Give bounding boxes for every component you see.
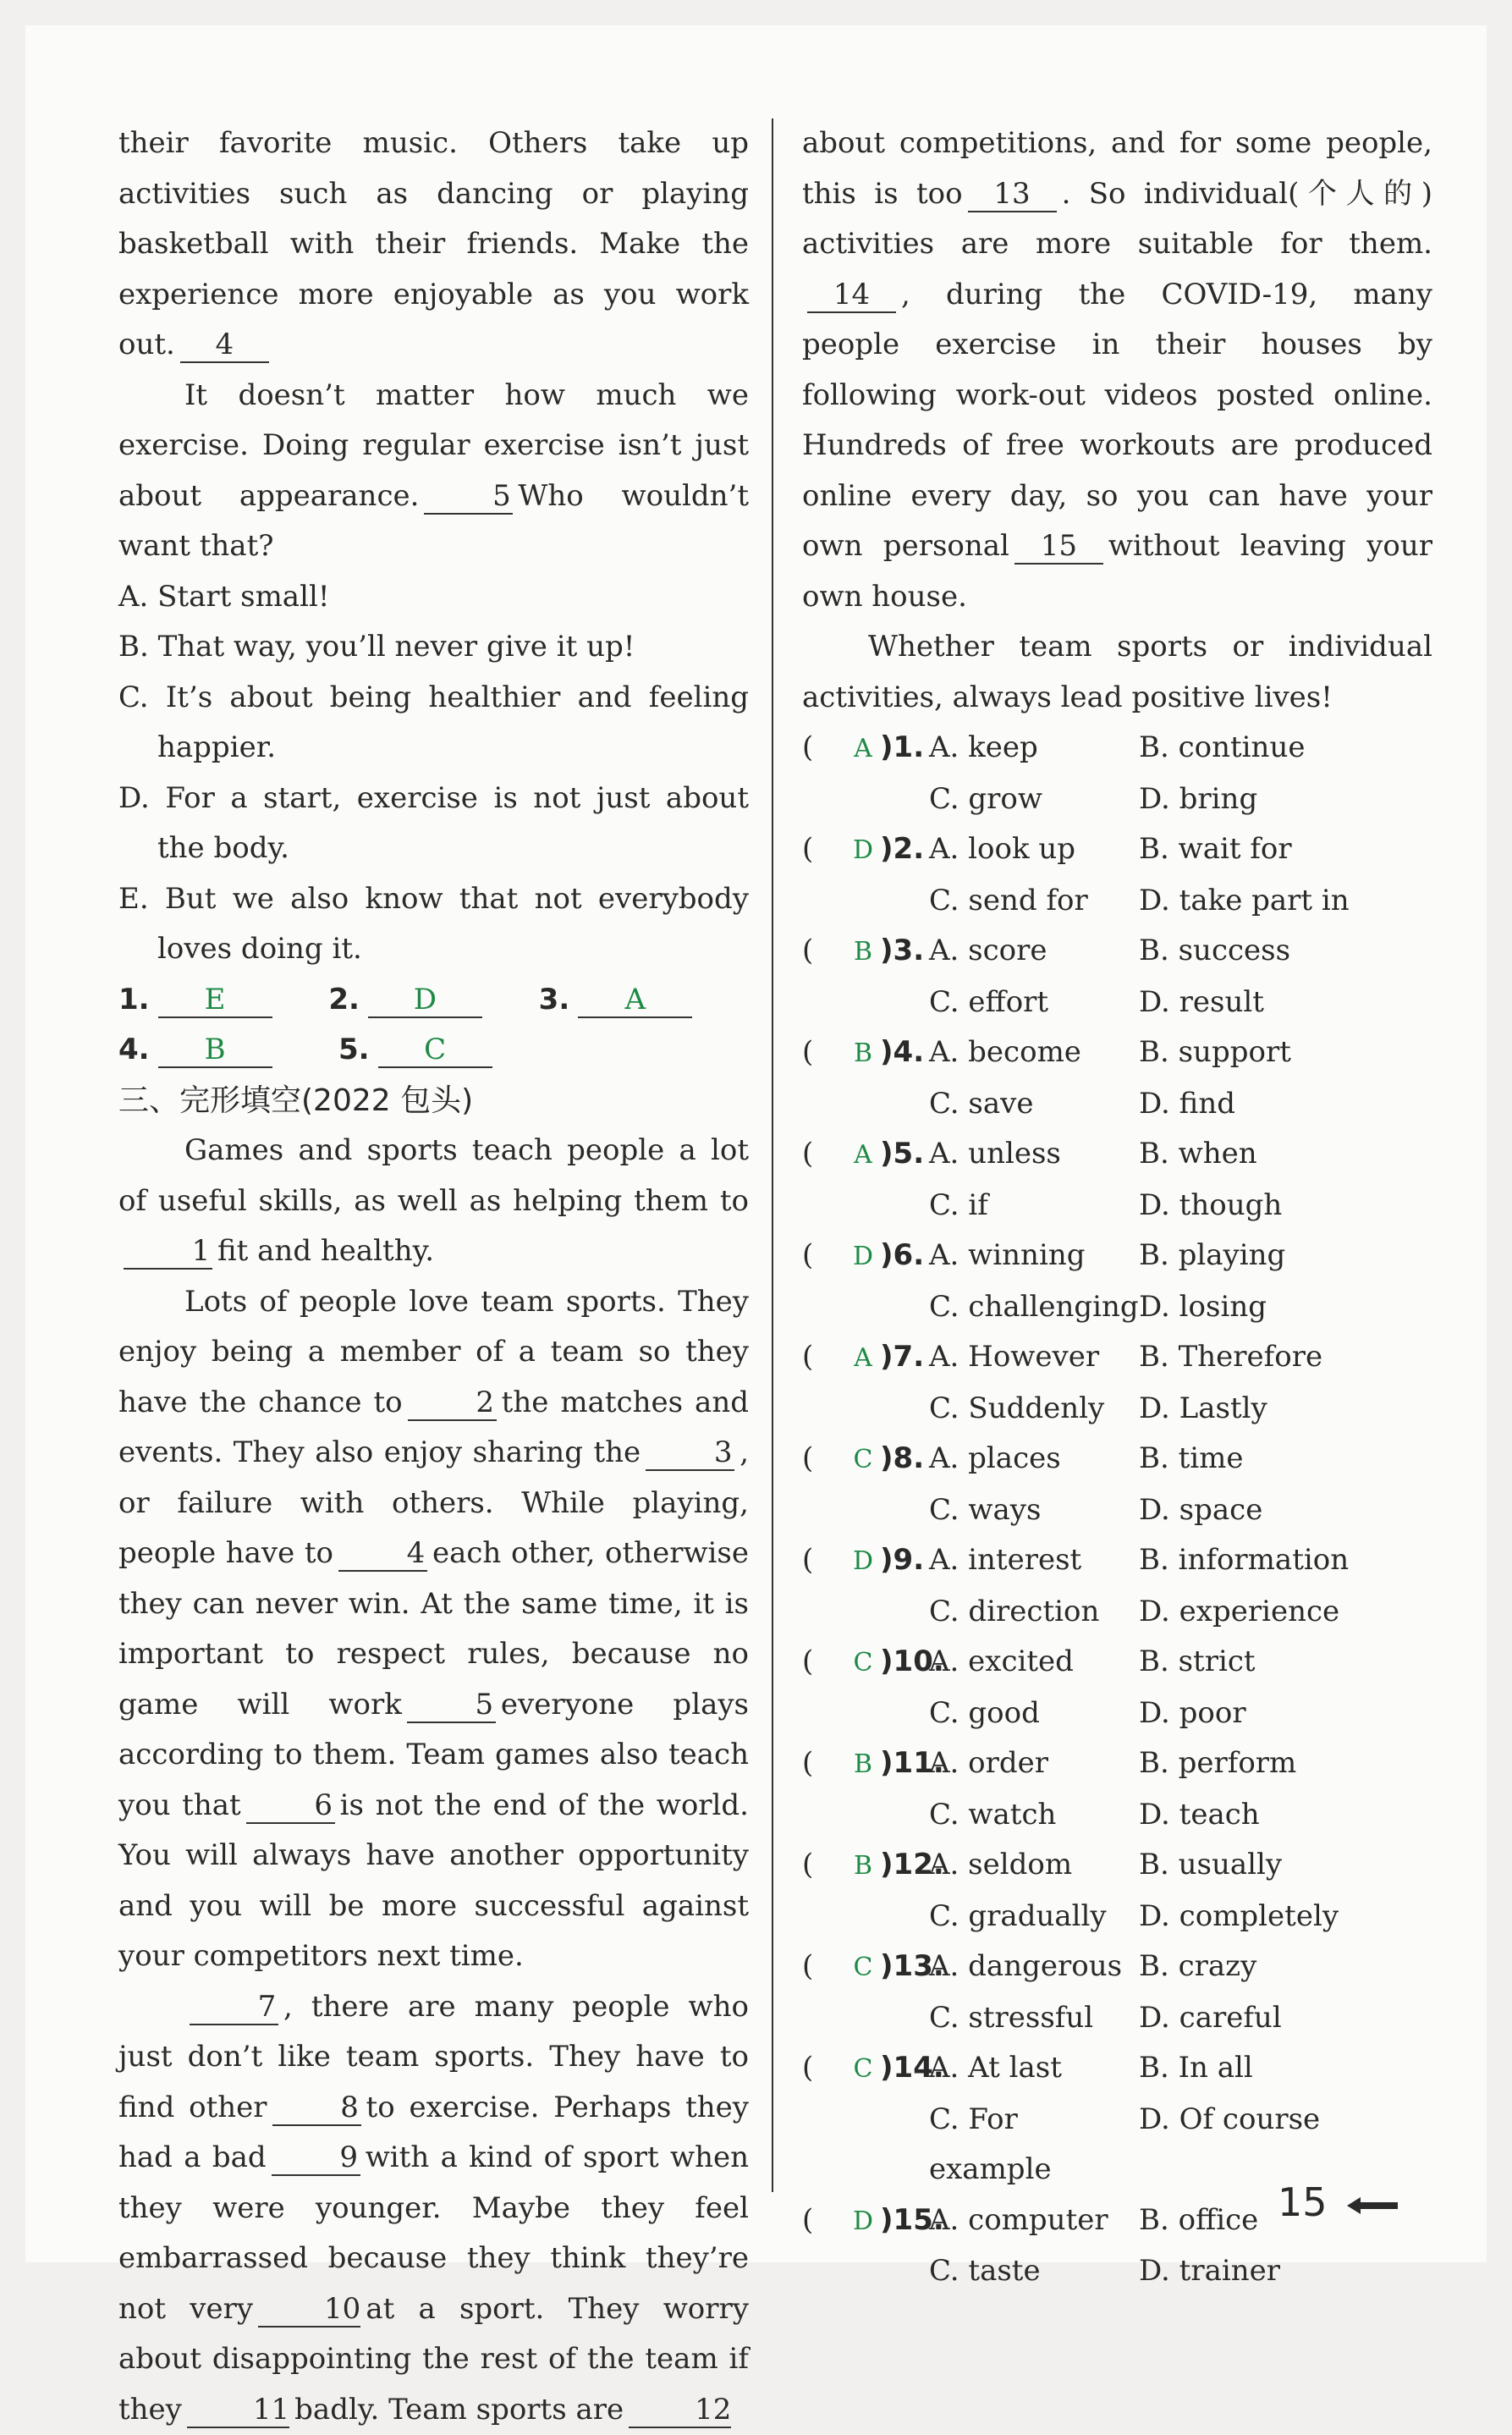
text: Lots of people love team sports. They enjoy being a member of a team so they have the chance to — [118, 1285, 749, 1419]
question-answer: B — [846, 1739, 880, 1790]
question-number — [880, 2043, 929, 2094]
question-row — [802, 1942, 1432, 1993]
paren-open: ( — [802, 1840, 846, 1891]
paren-open: ( — [802, 1129, 846, 1180]
question-row — [802, 1790, 1432, 1841]
choice-d: D. experience — [1139, 1587, 1432, 1638]
question-row — [802, 774, 1432, 825]
blank: 8 — [272, 2091, 361, 2126]
answer-cell — [338, 1025, 558, 1076]
choice-a: A. At last — [929, 2043, 1139, 2094]
question-number — [880, 1535, 929, 1586]
choice-b: B. strict — [1139, 1637, 1432, 1688]
question-row — [802, 926, 1432, 978]
text: . So individual(个人的) activities are more suitable for them. — [802, 177, 1432, 262]
choice-c: C. Suddenly — [929, 1384, 1139, 1435]
question-row — [802, 1587, 1432, 1638]
question-row — [802, 1993, 1432, 2044]
choice-c: C. save — [929, 1079, 1139, 1130]
number-text: 5. — [893, 1137, 925, 1171]
option-item: E. But we also know that not everybody loves doing it. — [118, 874, 749, 975]
choice-b: B. when — [1139, 1129, 1432, 1180]
choice-d: D. though — [1139, 1181, 1432, 1231]
question-answer: D — [846, 1231, 880, 1282]
choice-a: A. keep — [929, 723, 1139, 774]
choice-c: C. good — [929, 1689, 1139, 1739]
question-row — [802, 876, 1432, 927]
text: , during the COVID-19, many people exercise in their houses by following work-out videos posted online. Hundreds of free workouts are produced online every day, so you can have your own personal — [802, 278, 1432, 564]
question-number — [880, 1231, 929, 1281]
number-text: 4. — [893, 1035, 925, 1069]
blank: 1 — [124, 1234, 212, 1270]
question-row — [802, 1840, 1432, 1892]
question-row — [802, 723, 1432, 774]
paren-close: ) — [880, 1137, 893, 1171]
choice-c: C. effort — [929, 978, 1139, 1028]
option-item: D. For a start, exercise is not just about the body. — [118, 774, 749, 874]
choice-a: A. order — [929, 1738, 1139, 1789]
choice-a: A. look up — [929, 824, 1139, 875]
question-number — [880, 824, 929, 875]
question-row — [802, 1332, 1432, 1384]
section-title: 三、完形填空(2022 包头) — [118, 1076, 749, 1127]
page-number: 15 — [1278, 2179, 1328, 2225]
number-text: 11. — [893, 1746, 944, 1780]
choice-c: C. For example — [929, 2095, 1139, 2195]
question-row — [802, 2246, 1432, 2297]
choice-d: D. trainer — [1139, 2246, 1432, 2297]
paren-close: ) — [880, 1238, 893, 1272]
answer-cell — [328, 975, 538, 1026]
paren-close: ) — [880, 2051, 893, 2085]
text: Who wouldn’t want that? — [118, 479, 749, 564]
paren-open: ( — [802, 1332, 846, 1383]
number-text: 1. — [893, 730, 925, 764]
question-answer: B — [846, 1028, 880, 1079]
question-row — [802, 1231, 1432, 1282]
choice-b: B. office — [1139, 2195, 1432, 2246]
choice-d: D. losing — [1139, 1282, 1432, 1333]
number-text: 7. — [893, 1340, 925, 1374]
question-list — [802, 723, 1432, 2297]
choice-b: B. crazy — [1139, 1942, 1432, 1992]
choice-a: A. interest — [929, 1535, 1139, 1586]
choice-b: B. wait for — [1139, 824, 1432, 875]
question-number — [880, 1637, 929, 1688]
choice-b: B. continue — [1139, 723, 1432, 774]
question-number — [880, 1942, 929, 1992]
paren-close: ) — [880, 1035, 893, 1069]
question-number — [880, 1027, 929, 1078]
text: the matches and events. They also enjoy sharing the — [118, 1386, 749, 1470]
paren-close: ) — [880, 2203, 893, 2237]
question-number — [880, 1738, 929, 1789]
text: about competitions, and for some people, this is too — [802, 126, 1432, 211]
choice-d: D. bring — [1139, 774, 1432, 825]
choice-a: A. score — [929, 926, 1139, 977]
question-row — [802, 1535, 1432, 1587]
paren-close: ) — [880, 1746, 893, 1780]
blank: 9 — [272, 2140, 360, 2176]
blank: 2 — [408, 1386, 497, 1421]
blank: 10 — [258, 2292, 360, 2328]
question-answer: D — [846, 825, 880, 876]
question-row — [802, 1079, 1432, 1130]
question-number — [880, 1332, 929, 1383]
text: , or failure with others. While playing, people have to — [118, 1435, 749, 1570]
paren-close: ) — [880, 1543, 893, 1577]
blank: 13 — [968, 177, 1057, 212]
question-row — [802, 1689, 1432, 1739]
paren-close: ) — [880, 1644, 893, 1678]
answer-number: 4. — [118, 1025, 150, 1076]
question-row — [802, 1384, 1432, 1435]
answer-cell — [118, 1025, 338, 1076]
choice-a: A. unless — [929, 1129, 1139, 1180]
blank: 6 — [246, 1788, 335, 1824]
text: without leaving your own house. — [802, 529, 1432, 614]
choice-c: C. ways — [929, 1485, 1139, 1536]
choice-c: C. stressful — [929, 1993, 1139, 2044]
paren-open: ( — [802, 1738, 846, 1789]
paren-open: ( — [802, 2043, 846, 2094]
number-text: 9. — [893, 1543, 925, 1577]
paren-close: ) — [880, 1441, 893, 1475]
paren-open: ( — [802, 824, 846, 875]
question-row — [802, 1282, 1432, 1333]
choice-a: A. become — [929, 1027, 1139, 1078]
choice-d: D. find — [1139, 1079, 1432, 1130]
option-list — [118, 572, 749, 975]
question-number — [880, 2195, 929, 2246]
number-text: 13. — [893, 1949, 944, 1983]
option-item: B. That way, you’ll never give it up! — [118, 622, 749, 673]
choice-c: C. grow — [929, 774, 1139, 825]
question-number — [880, 1434, 929, 1485]
choice-c: C. watch — [929, 1790, 1139, 1841]
question-row — [802, 2195, 1432, 2247]
text: It doesn’t matter how much we exercise. Doing regular exercise isn’t just about appearance. — [118, 378, 749, 513]
answer-value: B — [158, 1033, 272, 1068]
choice-a: A. seldom — [929, 1840, 1139, 1891]
answer-number: 1. — [118, 975, 150, 1026]
number-text: 15. — [893, 2203, 944, 2237]
paren-close: ) — [880, 934, 893, 967]
choice-b: B. success — [1139, 926, 1432, 977]
paren-close: ) — [880, 730, 893, 764]
question-row — [802, 978, 1432, 1028]
text: fit and healthy. — [217, 1234, 434, 1268]
paren-open: ( — [802, 1434, 846, 1485]
question-row — [802, 1738, 1432, 1790]
question-row — [802, 1892, 1432, 1942]
choice-b: B. playing — [1139, 1231, 1432, 1281]
blank: 11 — [187, 2393, 289, 2428]
paragraph — [802, 118, 1432, 622]
question-number — [880, 1129, 929, 1180]
answer-cell — [118, 975, 328, 1026]
paren-open: ( — [802, 723, 846, 774]
choice-a: A. excited — [929, 1637, 1139, 1688]
choice-a: A. winning — [929, 1231, 1139, 1281]
text: to exercise. Perhaps they had a bad — [118, 2091, 749, 2175]
answer-cell — [539, 975, 749, 1026]
paren-open: ( — [802, 1942, 846, 1992]
question-number — [880, 1840, 929, 1891]
choice-d: D. take part in — [1139, 876, 1432, 927]
paragraph — [118, 1126, 749, 1277]
choice-a: A. places — [929, 1434, 1139, 1485]
answer-number: 5. — [338, 1025, 370, 1076]
choice-b: B. perform — [1139, 1738, 1432, 1789]
choice-b: B. information — [1139, 1535, 1432, 1586]
question-row — [802, 1637, 1432, 1689]
text: is not the end of the world. You will always have another opportunity and you will be more successful against your competitors next time. — [118, 1788, 749, 1974]
choice-c: C. send for — [929, 876, 1139, 927]
paren-close: ) — [880, 1949, 893, 1983]
blank: 4 — [180, 328, 269, 363]
paren-open: ( — [802, 2195, 846, 2246]
choice-b: B. support — [1139, 1027, 1432, 1078]
choice-b: B. In all — [1139, 2043, 1432, 2094]
text: at a sport. They worry about disappointing the rest of the team if they — [118, 2292, 749, 2427]
text: Games and sports teach people a lot of useful skills, as well as helping them to — [118, 1133, 749, 1218]
paragraph — [118, 1982, 749, 2435]
text: everyone plays according to them. Team games also teach you that — [118, 1688, 749, 1822]
question-answer: D — [846, 2196, 880, 2247]
question-row — [802, 2095, 1432, 2195]
choice-c: C. if — [929, 1181, 1139, 1231]
question-answer: A — [846, 724, 880, 774]
paren-open: ( — [802, 1535, 846, 1586]
question-row — [802, 1434, 1432, 1485]
answer-value: C — [378, 1033, 492, 1068]
question-answer: C — [846, 1638, 880, 1689]
choice-a: A. computer — [929, 2195, 1139, 2246]
paren-close: ) — [880, 1848, 893, 1881]
question-answer: A — [846, 1130, 880, 1181]
answer-number: 3. — [539, 975, 570, 1026]
answer-value: E — [158, 983, 272, 1018]
blank: 4 — [338, 1536, 427, 1572]
answer-row — [118, 1025, 749, 1076]
choice-d: D. result — [1139, 978, 1432, 1028]
question-row — [802, 1485, 1432, 1536]
question-row — [802, 1129, 1432, 1181]
question-row — [802, 2043, 1432, 2095]
paragraph: Whether team sports or individual activities, always lead positive lives! — [802, 622, 1432, 723]
number-text: 6. — [893, 1238, 925, 1272]
choice-b: B. usually — [1139, 1840, 1432, 1891]
choice-d: D. poor — [1139, 1689, 1432, 1739]
number-text: 12. — [893, 1848, 944, 1881]
right-column — [802, 118, 1432, 2297]
question-row — [802, 1027, 1432, 1079]
choice-c: C. gradually — [929, 1892, 1139, 1942]
choice-d: D. completely — [1139, 1892, 1432, 1942]
paren-close: ) — [880, 1340, 893, 1374]
choice-d: D. Lastly — [1139, 1384, 1432, 1435]
blank: 15 — [1014, 529, 1103, 565]
number-text: 14. — [893, 2051, 944, 2085]
blank: 7 — [190, 1990, 278, 2025]
question-row — [802, 824, 1432, 876]
blank: 5 — [424, 479, 513, 515]
blank: 3 — [646, 1435, 734, 1471]
blank: 12 — [629, 2393, 731, 2428]
question-answer: A — [846, 1333, 880, 1384]
answer-value: A — [578, 983, 692, 1018]
paren-open: ( — [802, 926, 846, 977]
question-number — [880, 723, 929, 774]
question-row — [802, 1181, 1432, 1231]
text: , there are many people who just don’t like team sports. They have to find other — [118, 1990, 749, 2124]
choice-a: A. dangerous — [929, 1942, 1139, 1992]
choice-d: D. Of course — [1139, 2095, 1432, 2146]
choice-d: D. space — [1139, 1485, 1432, 1536]
option-item: A. Start small! — [118, 572, 749, 623]
choice-c: C. direction — [929, 1587, 1139, 1638]
question-answer: C — [846, 2044, 880, 2095]
choice-c: C. taste — [929, 2246, 1139, 2297]
answer-row — [118, 975, 749, 1026]
number-text: 2. — [893, 832, 925, 866]
left-column — [118, 118, 749, 2435]
paren-close: ) — [880, 832, 893, 866]
number-text: 8. — [893, 1441, 925, 1475]
paragraph — [118, 118, 749, 371]
text: with a kind of sport when they were younger. Maybe they feel embarrassed because they think they’re not very — [118, 2140, 749, 2326]
question-answer: C — [846, 1435, 880, 1485]
choice-d: D. teach — [1139, 1790, 1432, 1841]
option-item: C. It’s about being healthier and feeling happier. — [118, 673, 749, 774]
text: badly. Team sports are — [294, 2393, 624, 2427]
blank: 5 — [407, 1688, 496, 1723]
number-text: 10. — [893, 1644, 944, 1678]
text: each other, otherwise they can never win. At the same time, it is important to respect rules, because no game will work — [118, 1536, 749, 1722]
paren-open: ( — [802, 1231, 846, 1281]
question-answer: B — [846, 927, 880, 978]
answer-number: 2. — [328, 975, 360, 1026]
choice-b: B. Therefore — [1139, 1332, 1432, 1383]
arrow-left-icon — [1347, 2197, 1398, 2214]
choice-d: D. careful — [1139, 1993, 1432, 2044]
question-answer: D — [846, 1536, 880, 1587]
question-answer: C — [846, 1942, 880, 1993]
page — [25, 25, 1487, 2262]
answer-value: D — [368, 983, 482, 1018]
choice-b: B. time — [1139, 1434, 1432, 1485]
question-number — [880, 926, 929, 977]
paragraph — [118, 371, 749, 572]
paren-open: ( — [802, 1027, 846, 1078]
choice-a: A. However — [929, 1332, 1139, 1383]
paragraph — [118, 1277, 749, 1982]
paren-open: ( — [802, 1637, 846, 1688]
blank: 14 — [807, 278, 896, 313]
answer-grid — [118, 975, 749, 1076]
question-answer: B — [846, 1841, 880, 1892]
text: their favorite music. Others take up activities such as dancing or playing basketball with their friends. Make the experience more enjoyable as you work out. — [118, 126, 749, 361]
column-divider — [772, 118, 773, 2192]
number-text: 3. — [893, 934, 925, 967]
choice-c: C. challenging — [929, 1282, 1139, 1333]
